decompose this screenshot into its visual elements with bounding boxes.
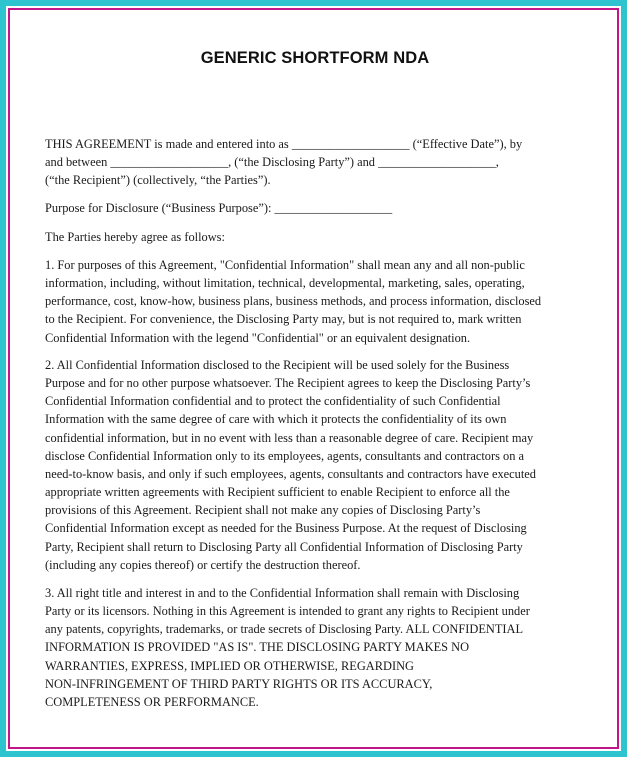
clause-2-line: appropriate written agreements with Recipient sufficient to enable Recipient to enforce all the (45, 485, 510, 500)
intro-line: (“the Recipient”) (collectively, “the Parties”). (45, 173, 271, 188)
clause-3-line: 3. All right title and interest in and to the Confidential Information shall remain with Disclosing (45, 586, 520, 600)
clause-1-line: 1. For purposes of this Agreement, "Confidential Information" shall mean any and all non-public (45, 258, 525, 272)
clause-1-line: Confidential Information with the legend "Confidential" or an equivalent designation. (45, 330, 471, 345)
clause-3-line: NON-INFRINGEMENT OF THIRD PARTY RIGHTS OR ITS ACCURACY, (45, 676, 433, 691)
clause-3-line: any patents, copyrights, trademarks, or trade secrets of Disclosing Party. ALL CONFIDENTIAL (45, 622, 524, 637)
agree-text: The Parties hereby agree as follows: (45, 230, 225, 244)
clause-2-line: 2. All Confidential Information disclosed to the Recipient will be used solely for the Business (45, 358, 510, 372)
clause-3-line: INFORMATION IS PROVIDED "AS IS". THE DISCLOSING PARTY MAKES NO (45, 640, 470, 655)
clause-1 (45, 256, 585, 347)
purpose-line (45, 199, 585, 217)
clause-2-line: confidential information, but in no event with less than a reasonable degree of care. Recipient may (45, 430, 534, 445)
document-title: GENERIC SHORTFORM NDA (200, 49, 430, 67)
clause-2-line: Party, Recipient shall return to Disclosing Party all Confidential Information of Disclosing Party (45, 539, 523, 554)
clause-3-line: Party or its licensors. Nothing in this Agreement is intended to grant any rights to Recipient under (45, 604, 530, 619)
agree-line (45, 228, 585, 246)
clause-2-line: Confidential Information confidential and to protect the confidentiality of such Confidential (45, 394, 501, 409)
clause-3-line: WARRANTIES, EXPRESS, IMPLIED OR OTHERWISE, REGARDING (45, 658, 414, 673)
clause-2-line: need-to-know basis, and only if such employees, agents, consultants and contractors have executed (45, 466, 537, 481)
intro-paragraph (45, 135, 585, 189)
clause-2 (45, 356, 585, 574)
clause-1-line: to the Recipient. For convenience, the Disclosing Party may, but is not required to, mark written (45, 312, 522, 327)
clause-1-line: information, including, without limitation, technical, developmental, marketing, sales, operating, (45, 276, 525, 291)
intro-line: THIS AGREEMENT is made and entered into as ___________________ (“Effective Date”), by (45, 137, 523, 151)
clause-2-line: Confidential Information except as needed for the Business Purpose. At the request of Disclosing (45, 521, 527, 536)
clause-3 (45, 584, 585, 711)
clause-1-line: performance, cost, know-how, business plans, business methods, and process information, disclosed (45, 294, 542, 309)
clause-3-line: COMPLETENESS OR PERFORMANCE. (45, 694, 259, 709)
clause-2-line: Information with the same degree of care with which it protects the confidentiality of its own (45, 412, 507, 427)
intro-line: and between ___________________, (“the Disclosing Party”) and ___________________, (45, 155, 499, 170)
clause-2-line: (including any copies thereof) or certify the destruction thereof. (45, 557, 361, 572)
clause-2-line: Purpose and for no other purpose whatsoever. The Recipient agrees to keep the Disclosing Party’s (45, 376, 531, 391)
clause-2-line: disclose Confidential Information only to its employees, agents, consultants and contractors on a (45, 448, 524, 463)
purpose-text: Purpose for Disclosure (“Business Purpose”): ___________________ (45, 201, 393, 215)
clause-2-line: provisions of this Agreement. Recipient shall not make any copies of Disclosing Party’s (45, 503, 481, 518)
